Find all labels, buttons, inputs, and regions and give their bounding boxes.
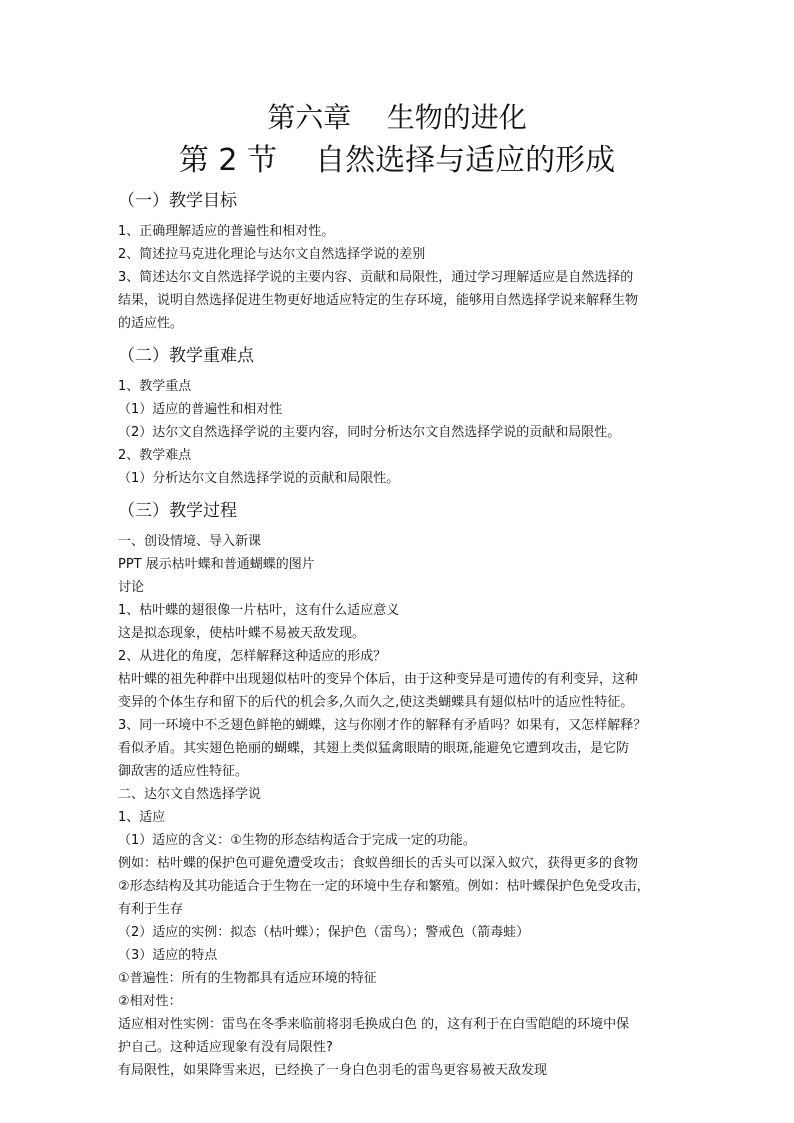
paragraph-line: （2）达尔文自然选择学说的主要内容，同时分析达尔文自然选择学说的贡献和局限性。	[118, 425, 621, 440]
paragraph-line: 2、从进化的角度，怎样解释这种适应的形成？	[118, 649, 387, 664]
paragraph-line: 有局限性，如果降雪来迟，已经换了一身白色羽毛的雷鸟更容易被天敌发现	[118, 1063, 548, 1078]
section-heading: （一）教学目标	[118, 191, 237, 211]
paragraph-line: （3）适应的特点	[118, 948, 218, 963]
paragraph-line: 御敌害的适应性特征。	[118, 764, 249, 779]
paragraph-line: 看似矛盾。其实翅色艳丽的蝴蝶，其翅上类似猛禽眼睛的眼斑,能避免它遭到攻击，是它防	[118, 741, 630, 756]
paragraph-line: 讨论	[118, 580, 145, 595]
section-title: 第 2 节 自然选择与适应的形成	[178, 143, 616, 178]
paragraph-line: 一、创设情境、导入新课	[118, 534, 262, 549]
section-teaching-process	[118, 496, 678, 1082]
paragraph-line: ②形态结构及其功能适合于生物在一定的环境中生存和繁殖。例如：枯叶蝶保护色免受攻击，	[118, 879, 650, 894]
paragraph-line: 这是拟态现象，使枯叶蝶不易被天敌发现。	[118, 626, 366, 641]
paragraph-line: 枯叶蝶的祖先种群中出现翅似枯叶的变异个体后，由于这种变异是可遗传的有利变异，这种	[118, 672, 639, 687]
paragraph-line: 3、同一环境中不乏翅色鲜艳的蝴蝶，这与你刚才作的解释有矛盾吗？如果有，又怎样解释？	[118, 718, 647, 733]
paragraph-line: 的适应性。	[118, 316, 184, 331]
paragraph-line: ②相对性：	[118, 994, 182, 1009]
paragraph-line: 变异的个体生存和留下的后代的机会多,久而久之,使这类蝴蝶具有翅似枯叶的适应性特征。	[118, 695, 634, 710]
paragraph-line: 2、简述拉马克进化理论与达尔文自然选择学说的差别	[118, 247, 426, 262]
paragraph-line: 2、教学难点	[118, 448, 192, 463]
paragraph-line: 护自己。这种适应现象有没有局限性?	[118, 1040, 333, 1055]
section-heading: （三）教学过程	[118, 501, 237, 521]
paragraph-line: 1、适应	[118, 810, 166, 825]
paragraph-line: （1）适应的含义：①生物的形态结构适合于完成一定的功能。	[118, 833, 476, 848]
paragraph-line: 3、简述达尔文自然选择学说的主要内容、贡献和局限性，通过学习理解适应是自然选择的	[118, 270, 634, 285]
document-body	[118, 186, 678, 1082]
paragraph-line: 结果，说明自然选择促进生物更好地适应特定的生存环境，能够用自然选择学说来解释生物	[118, 293, 639, 308]
paragraph-line: 例如：枯叶蝶的保护色可避免遭受攻击；食蚁兽细长的舌头可以深入蚁穴，获得更多的食物	[118, 856, 639, 871]
chapter-title: 第六章 生物的进化	[267, 101, 527, 134]
paragraph-line: 二、达尔文自然选择学说	[118, 787, 262, 802]
section-heading: （二）教学重难点	[118, 346, 254, 366]
paragraph-line: PPT 展示枯叶蝶和普通蝴蝶的图片	[118, 557, 315, 572]
paragraph-line: （1）分析达尔文自然选择学说的贡献和局限性。	[118, 471, 400, 486]
paragraph-line: ①普遍性：所有的生物都具有适应环境的特征	[118, 971, 377, 986]
paragraph-line: 1、枯叶蝶的翅很像一片枯叶，这有什么适应意义	[118, 603, 400, 618]
section-key-points	[118, 341, 678, 490]
paragraph-line: 1、教学重点	[118, 379, 192, 394]
paragraph-line: （1）适应的普遍性和相对性	[118, 402, 283, 417]
section-teaching-goals	[118, 186, 678, 335]
paragraph-line: （2）适应的实例：拟态（枯叶蝶）；保护色（雷鸟）；警戒色（箭毒蛙）	[118, 925, 530, 940]
paragraph-line: 有利于生存	[118, 902, 184, 917]
paragraph-line: 适应相对性实例：雷鸟在冬季来临前将羽毛换成白色 的，这有利于在白雪皑皑的环境中保	[118, 1017, 630, 1032]
paragraph-line: 1、正确理解适应的普遍性和相对性。	[118, 224, 335, 239]
